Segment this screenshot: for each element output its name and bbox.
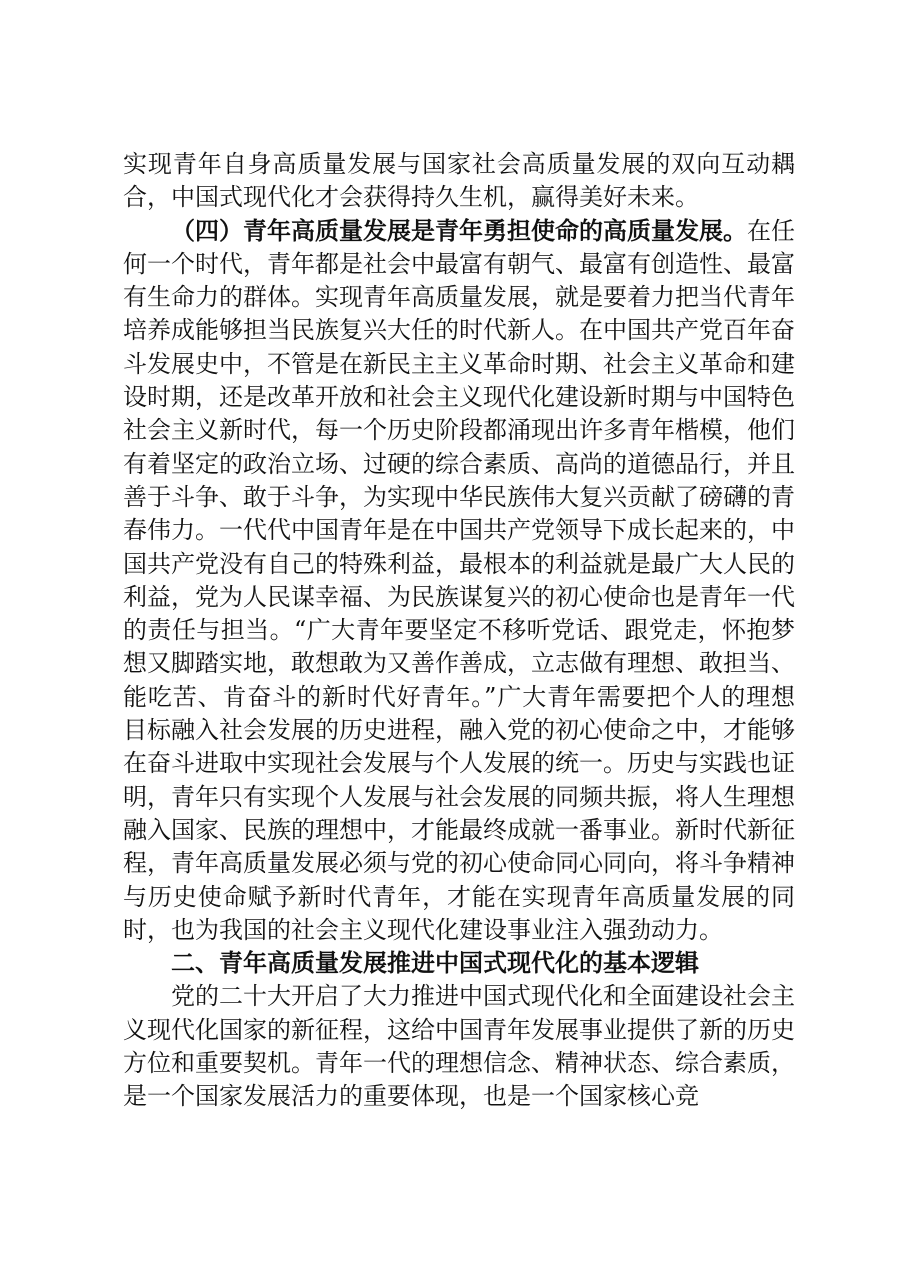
paragraph-basic-logic: 党的二十大开启了大力推进中国式现代化和全面建设社会主义现代化国家的新征程，这给中国青年发展事业提供了新的历史方位和重要契机。青年一代的理想信念、精神状态、综合素质，是一个国家发展活力的重要体现，也是一个国家核心竞 bbox=[123, 982, 795, 1111]
paragraph-youth-mission bbox=[123, 215, 795, 948]
document-body bbox=[123, 148, 795, 1114]
paragraph-continuation: 实现青年自身高质量发展与国家社会高质量发展的双向互动耦合，中国式现代化才会获得持久生机，赢得美好未来。 bbox=[123, 150, 795, 212]
paragraph-body-text: 在任何一个时代，青年都是社会中最富有朝气、最富有创造性、最富有生命力的群体。实现青年高质量发展，就是要着力把当代青年培养成能够担当民族复兴大任的时代新人。在中国共产党百年奋斗发展史中，不管是在新民主主义革命时期、社会主义革命和建设时期，还是改革开放和社会主义现代化建设新时期与中国特色社会主义新时代，每一个历史阶段都涌现出许多青年楷模，他们有着坚定的政治立场、过硬的综合素质、高尚的道德品行，并且善于斗争、敢于斗争，为实现中华民族伟大复兴贡献了磅礴的青春伟力。一代代中国青年是在中国共产党领导下成长起来的，中国共产党没有自己的特殊利益，最根本的利益就是最广大人民的利益，党为人民谋幸福、为民族谋复兴的初心使命也是青年一代的责任与担当。“广大青年要坚定不移听党话、跟党走，怀抱梦想又脚踏实地，敢想敢为又善作善成，立志做有理想、敢担当、能吃苦、肯奋斗的新时代好青年。”广大青年需要把个人的理想目标融入社会发展的历史进程，融入党的初心使命之中，才能够在奋斗进取中实现社会发展与个人发展的统一。历史与实践也证明，青年只有实现个人发展与社会发展的同频共振，将人生理想融入国家、民族的理想中，才能最终成就一番事业。新时代新征程，青年高质量发展必须与党的初心使命同心同向，将斗争精神与历史使命赋予新时代青年，才能在实现青年高质量发展的同时，也为我国的社会主义现代化建设事业注入强劲动力。 bbox=[123, 216, 795, 944]
section-heading: 二、青年高质量发展推进中国式现代化的基本逻辑 bbox=[171, 949, 699, 978]
paragraph-lead-sentence: （四）青年高质量发展是青年勇担使命的高质量发展。 bbox=[171, 216, 747, 245]
